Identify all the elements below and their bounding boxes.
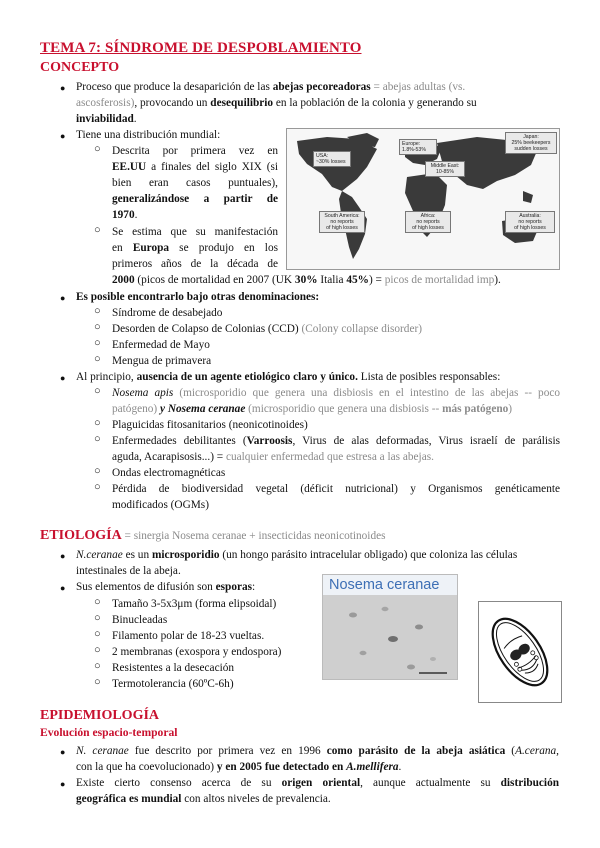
map-label-africa: Africa: no reports of high losses <box>405 211 451 233</box>
circle-bullet-icon: ○ <box>94 628 101 640</box>
concepto-bullet-2: Tiene una distribución mundial: <box>76 129 221 141</box>
circle-bullet-icon: ○ <box>94 353 101 365</box>
denominacion-item: Síndrome de desabejado <box>112 307 223 319</box>
responsable-ondas: Ondas electromagnéticas <box>112 467 226 479</box>
epidemiologia-bullet-1: N. ceranae fue descrito por primera vez en 1996 como parásito de la abeja asiática (A.cerana, con la que ha coevolucionado) y en 2005 fue detectado en A.mellifera. <box>76 745 559 773</box>
concepto-bullet-4: Al principio, ausencia de un agente etiológico claro y único. Lista de posibles responsables: <box>76 371 501 383</box>
circle-bullet-icon: ○ <box>94 385 101 397</box>
distribution-usa-text: Descrita por primera vez en EE.UU a finales del siglo XIX (si bien eran casos puntuales), generalizándose a partir de 1970. <box>112 145 278 221</box>
map-label-japan: Japan: 25% beekeepers sudden losses <box>505 132 557 154</box>
circle-bullet-icon: ○ <box>94 224 101 236</box>
bullet-icon: ● <box>60 551 66 561</box>
section-heading-etiologia: ETIOLOGÍA = sinergia Nosema ceranae + insecticidas neonicotinoides <box>40 528 386 543</box>
map-label-australia: Australia: no reports of high losses <box>505 211 555 233</box>
distribution-europe-text: Se estima que su manifestación en Europa se produjo en los primeros años de la década de <box>112 226 278 270</box>
bullet-icon: ● <box>60 373 66 383</box>
spore-diagram <box>478 601 562 703</box>
micrograph-label: Nosema ceranae <box>329 577 440 593</box>
circle-bullet-icon: ○ <box>94 676 101 688</box>
etiologia-bullet-2: Sus elementos de difusión son esporas: <box>76 581 256 593</box>
circle-bullet-icon: ○ <box>94 660 101 672</box>
map-label-europe: Europe: 1.8%-53% <box>399 139 437 155</box>
section-heading-epidemiologia: EPIDEMIOLOGÍA <box>40 708 160 723</box>
circle-bullet-icon: ○ <box>94 612 101 624</box>
espora-item: Tamaño 3-5x3μm (forma elipsoidal) <box>112 598 277 610</box>
responsable-nosema: Nosema apis (microsporidio que genera una disbiosis en el intestino de las abejas -- poco patógeno) y Nosema ceranae (microsporidio que genera una disbiosis -- más patógeno) <box>112 387 561 415</box>
circle-bullet-icon: ○ <box>94 143 101 155</box>
nosema-micrograph <box>322 574 458 680</box>
concepto-bullet-1: Proceso que produce la desaparición de las abejas pecoreadoras = abejas adultas (vs. ascosferosis), provocando un desequilibrio en la población de la colonia y generando su inviabilidad. <box>76 81 477 125</box>
circle-bullet-icon: ○ <box>94 321 101 333</box>
circle-bullet-icon: ○ <box>94 465 101 477</box>
spore-diagram-drawing <box>479 602 561 702</box>
espora-item: Termotolerancia (60ºC-6h) <box>112 678 234 690</box>
concepto-bullet-3: Es posible encontrarlo bajo otras denominaciones: <box>76 291 320 303</box>
micrograph-spores <box>323 575 457 679</box>
circle-bullet-icon: ○ <box>94 596 101 608</box>
responsable-plaguicidas: Plaguicidas fitosanitarios (neonicotinoides) <box>112 419 308 431</box>
distribution-europe-peaks: 2000 (picos de mortalidad en 2007 (UK 30% Italia 45%) = picos de mortalidad imp). <box>112 274 501 286</box>
circle-bullet-icon: ○ <box>94 337 101 349</box>
espora-item: Filamento polar de 18-23 vueltas. <box>112 630 265 642</box>
etiologia-bullet-1: N.ceranae es un microsporidio (un hongo parásito intracelular obligado) que coloniza las células intestinales de la abeja. <box>76 549 518 577</box>
responsable-biodiversidad: Pérdida de biodiversidad vegetal (déficit nutricional) y Organismos genéticamente modificados (OGMs) <box>112 483 560 511</box>
bullet-icon: ● <box>60 747 66 757</box>
epidemiologia-bullet-2: Existe cierto consenso acerca de su origen oriental, aunque actualmente su distribución geográfica es mundial con altos niveles de prevalencia. <box>76 777 560 805</box>
map-label-middle-east: Middle East: 10-85% <box>425 161 465 177</box>
bullet-icon: ● <box>60 583 66 593</box>
section-heading-concepto: CONCEPTO <box>40 60 120 75</box>
espora-item: Resistentes a la desecación <box>112 662 235 674</box>
map-label-south-america: South America: no reports of high losses <box>319 211 365 233</box>
world-map-figure <box>286 128 560 270</box>
denominacion-item: Mengua de primavera <box>112 355 212 367</box>
espora-item: Binucleadas <box>112 614 168 626</box>
responsable-enfermedades: Enfermedades debilitantes (Varroosis, Virus de alas deformadas, Virus israelí de parálisis aguda, Acarapisosis...) = cualquier enfermedad que estresa a las abejas. <box>112 435 560 463</box>
map-label-usa: USA: ~30% losses <box>313 151 351 167</box>
espora-item: 2 membranas (exospora y endospora) <box>112 646 282 658</box>
circle-bullet-icon: ○ <box>94 644 101 656</box>
circle-bullet-icon: ○ <box>94 417 101 429</box>
bullet-icon: ● <box>60 293 66 303</box>
circle-bullet-icon: ○ <box>94 305 101 317</box>
page-title: TEMA 7: SÍNDROME DE DESPOBLAMIENTO <box>40 40 362 56</box>
circle-bullet-icon: ○ <box>94 433 101 445</box>
bullet-icon: ● <box>60 83 66 93</box>
denominacion-item: Enfermedad de Mayo <box>112 339 210 351</box>
bullet-icon: ● <box>60 131 66 141</box>
circle-bullet-icon: ○ <box>94 481 101 493</box>
subheading-evolucion: Evolución espacio-temporal <box>40 726 178 739</box>
bullet-icon: ● <box>60 779 66 789</box>
denominacion-item: Desorden de Colapso de Colonias (CCD) (Colony collapse disorder) <box>112 323 422 335</box>
